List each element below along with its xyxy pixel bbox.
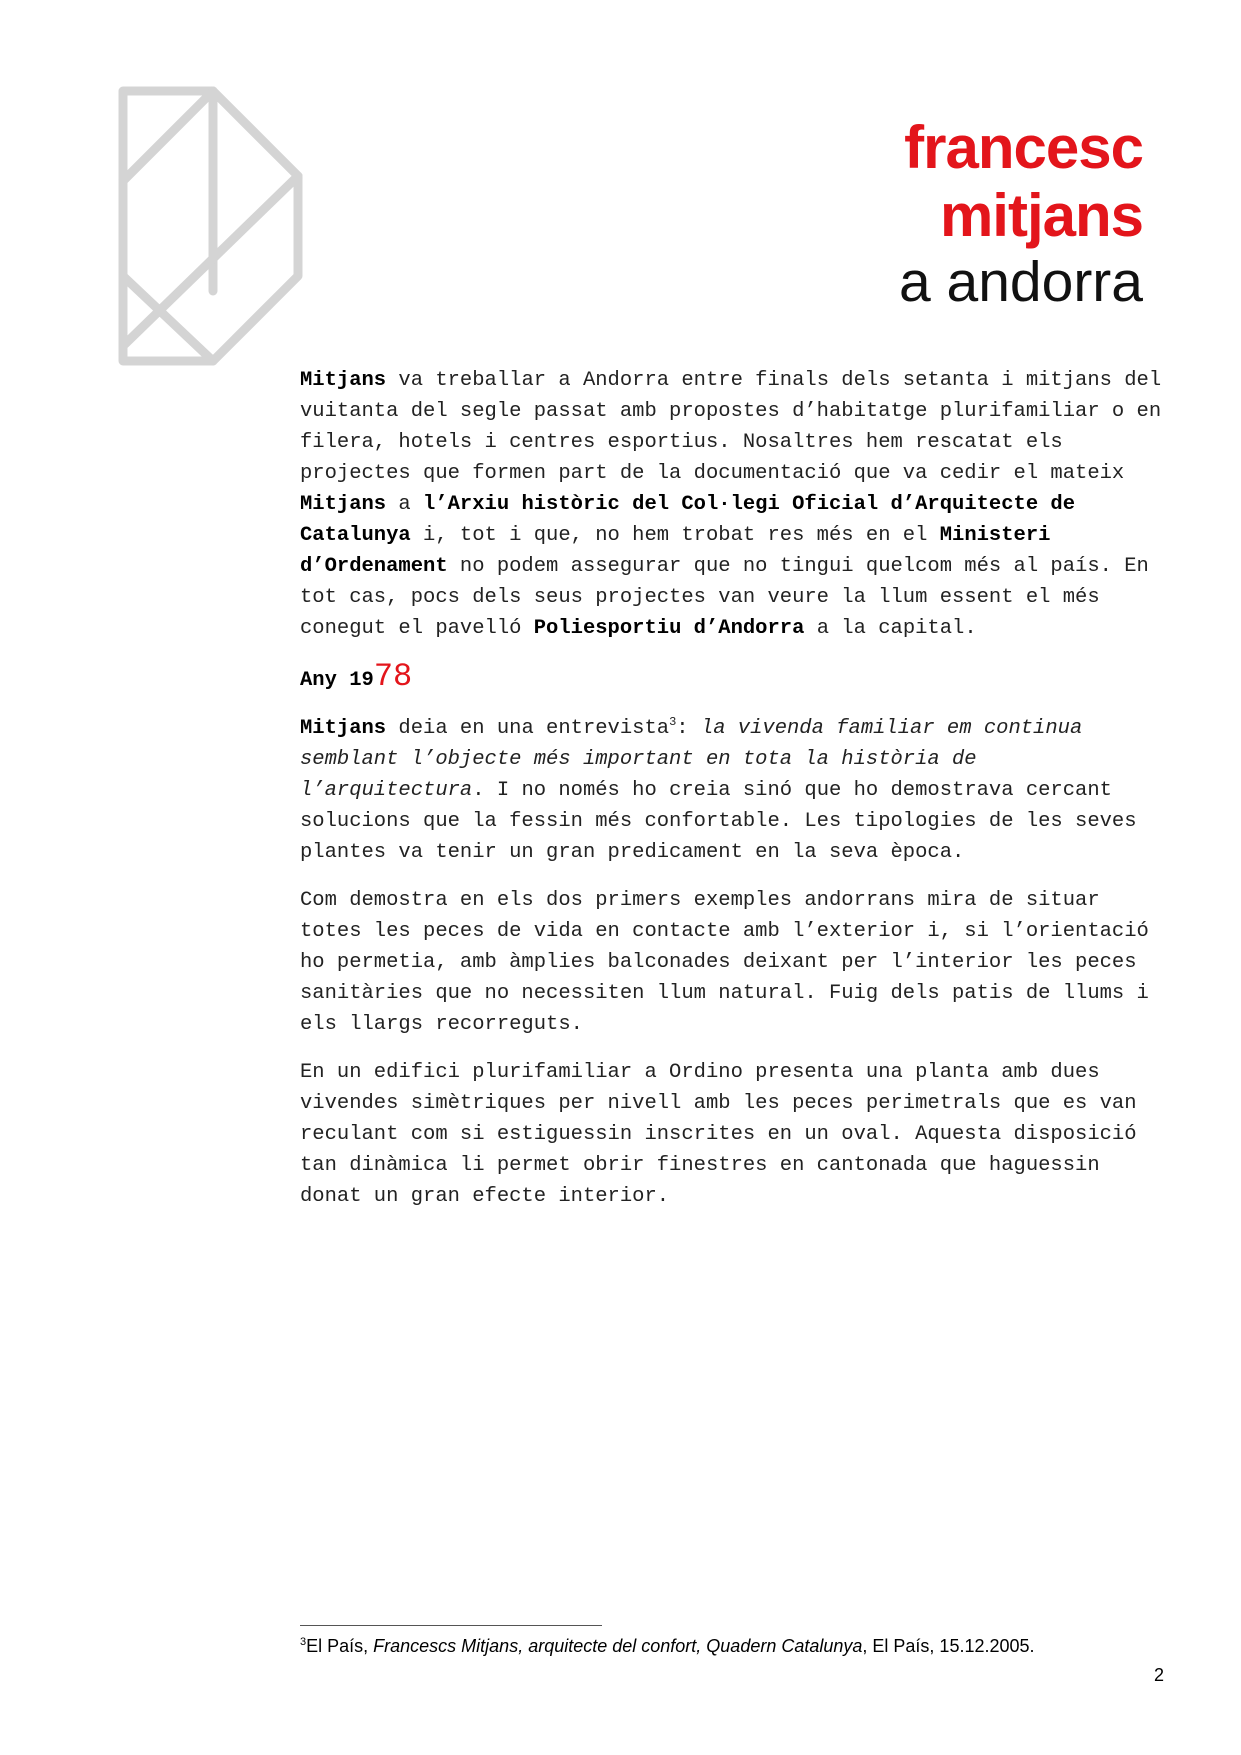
body-text [300,365,1170,1229]
footnote-text: El País, [306,1636,374,1656]
bold-name: Mitjans [300,717,387,740]
paragraph-4: En un edifici plurifamiliar a Ordino presenta una planta amb dues vivendes simètriques per nivell amb les peces perimetrals que es van reculant com si estiguessin inscrites en un oval. Aquesta disposició tan dinàmica li permet obrir finestres en cantonada que haguessin donat un gran efecte interior. [300,1061,1137,1208]
footnote-italic-title: Francescs Mitjans, arquitecte del confort, Quadern Catalunya [373,1636,863,1656]
bold-name: Mitjans [300,369,387,392]
text-run: i, tot i que, no hem trobat res més en el [410,524,940,547]
text-run: . I no només ho creia sinó que ho demostrava cercant solucions que la fessin més confortable. Les tipologies de les seves plantes va tenir un gran predicament en la seva època. [300,779,1137,864]
heading-prefix: Any 19 [300,669,374,692]
footnote-reference: 3 [669,715,677,730]
text-run: a la capital. [804,617,977,640]
title-line-3: a andorra [898,250,1143,314]
footnote-separator [300,1625,602,1626]
title-line-1: francesc [904,114,1143,181]
page-number: 2 [1153,1665,1164,1685]
interview-paragraph [300,713,1170,868]
footnote-number: 3 [300,1636,307,1648]
footnote-text: , El País, 15.12.2005. [862,1636,1035,1656]
section-heading [300,658,1170,696]
italic-quote: la vivenda familiar em continua semblant l’objecte més important en tota la història de l’arquitectura [300,717,1083,802]
paragraph-3: Com demostra en els dos primers exemples andorrans mira de situar totes les peces de vida en contacte amb l’exterior i, si l’orientació ho permetia, amb àmplies balconades deixant per l’interior les peces sanitàries que no necessiten llum natural. Fuig dels patis de llums i els llargs recorreguts. [300,889,1149,1036]
text-run: : [676,717,701,740]
text-run: deia en una entrevista [386,717,670,740]
title-line-2: mitjans [939,182,1143,249]
intro-paragraph [300,365,1170,644]
bold-name: Mitjans [300,493,387,516]
heading-year: 78 [373,658,413,695]
bold-ministry-name: Ministeri d’Ordenament [300,524,1051,578]
bold-archive-name: l’Arxiu històric del Col·legi Oficial d’Arquitecte de Catalunya [300,493,1076,547]
text-run: a [386,493,424,516]
text-run: no podem assegurar que no tingui quelcom més al país. En tot cas, pocs dels seus projectes van veure la llum essent el més conegut el pavelló [300,555,1149,640]
text-run: va treballar a Andorra entre finals dels setanta i mitjans del vuitanta del segle passat amb propostes d’habitatge plurifamiliar o en filera, hotels i centres esportius. Nosaltres hem rescatat els projectes que formen part de la documentació que va cedir el mateix [300,369,1162,485]
monogram-logo-icon [118,86,318,366]
document-title [898,114,1143,320]
footnote [300,1636,1035,1657]
bold-building-name: Poliesportiu d’Andorra [533,617,805,640]
